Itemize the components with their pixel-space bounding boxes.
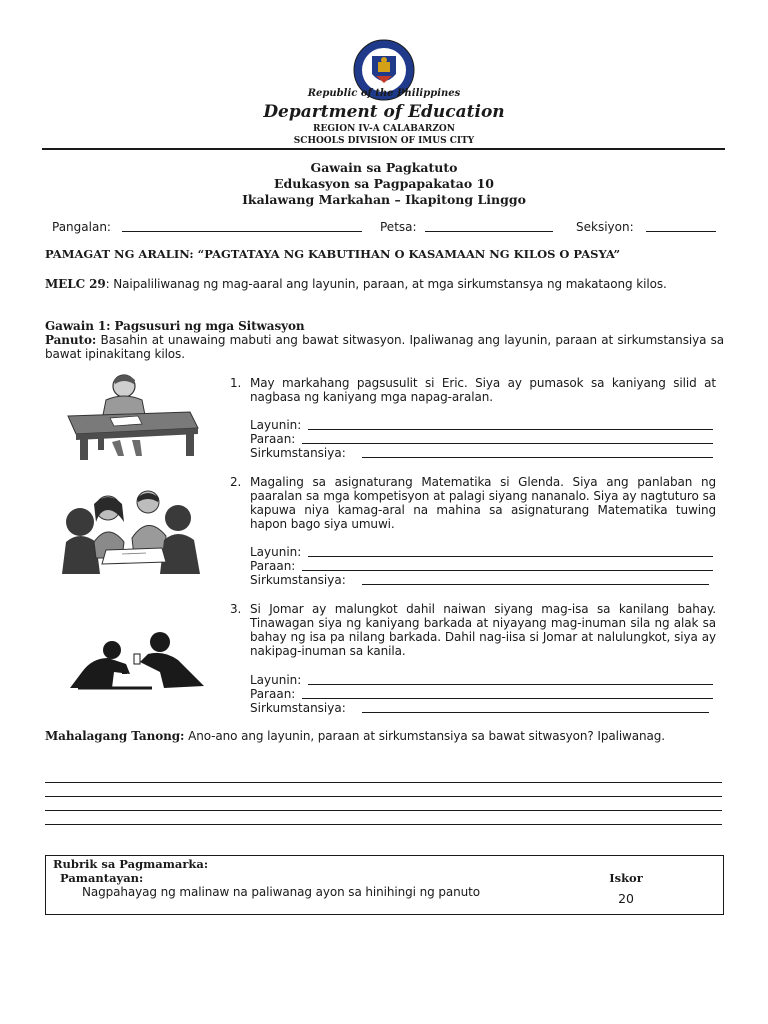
answer-line[interactable] [45, 824, 722, 825]
division-text: SCHOOLS DIVISION OF IMUS CITY [293, 136, 475, 146]
lesson-title [45, 247, 725, 261]
answer-line[interactable] [45, 782, 722, 783]
answer-line[interactable] [45, 796, 722, 797]
paraan-blank[interactable] [302, 698, 713, 699]
situation-2-layunin[interactable] [250, 545, 301, 559]
activity-heading [45, 319, 724, 333]
rubric-score-header: Iskor [609, 871, 643, 885]
title-line-1: Gawain sa Pagkatuto [310, 160, 458, 175]
title-line-3: Ikalawang Markahan – Ikapitong Linggo [242, 192, 526, 207]
situation-2-number: 2. [230, 475, 242, 489]
date-label: Petsa: [380, 220, 417, 234]
panuto-text: Basahin at unawaing mabuti ang bawat sitwasyon. Ipaliwanag ang layunin, paraan at sirkumstansiya sa bawat ipinakitang kilos. [45, 333, 724, 361]
rubric-criteria-cell: Nagpahayag ng malinaw na paliwanag ayon sa hinihingi ng panuto [82, 885, 480, 899]
situation-1-paraan[interactable] [250, 432, 295, 446]
question-text: Ano-ano ang layunin, paraan at sirkumstansiya sa bawat sitwasyon? Ipaliwanag. [184, 729, 666, 743]
essential-question [45, 729, 724, 743]
section-field[interactable] [576, 220, 634, 234]
situation-3-sirkumstansiya[interactable] [250, 701, 346, 715]
drinking-silhouette-image [68, 628, 210, 692]
melc-text: : Naipaliliwanag ng mag-aaral ang layunin, paraan, at mga sirkumstansya ng makataong kilos. [105, 277, 667, 291]
layunin-label: Layunin: [250, 545, 302, 559]
header-divider [42, 148, 725, 150]
melc-paragraph [45, 277, 724, 291]
layunin-label: Layunin: [250, 418, 302, 432]
rubric-score-cell: 20 [618, 891, 634, 906]
republic-text: Republic of the Philippines [307, 88, 461, 99]
answer-line[interactable] [45, 810, 722, 811]
sirkumstansiya-label: Sirkumstansiya: [250, 446, 346, 460]
situation-2-text: Magaling sa asignaturang Matematika si Glenda. Siya ang panlaban ng paaralan sa mga kompetisyon at palagi siyang nananalo. Siya ay nagtuturo sa kapuwa niya kamag-aral na mahina sa asignaturang Matematika tuwing hapon bago siya umuwi. [250, 475, 716, 531]
section-blank[interactable] [646, 231, 716, 232]
date-blank[interactable] [425, 231, 553, 232]
sirkumstansiya-blank[interactable] [362, 584, 709, 585]
question-label: Mahalagang Tanong: [45, 729, 185, 743]
melc-label: MELC 29 [45, 277, 106, 291]
students-tutoring-image [62, 488, 204, 574]
name-blank[interactable] [122, 231, 362, 232]
situation-1-layunin[interactable] [250, 418, 301, 432]
situation-3-number: 3. [230, 602, 242, 616]
situation-2 [230, 475, 716, 531]
rubric-title: Rubrik sa Pagmamarka: [53, 857, 209, 871]
paraan-label: Paraan: [250, 432, 296, 446]
layunin-blank[interactable] [308, 429, 713, 430]
lesson-title-text: “PAGTATAYA NG KABUTIHAN O KASAMAAN NG KILOS O PASYA” [197, 247, 621, 261]
panuto-label: Panuto: [45, 333, 97, 347]
paraan-label: Paraan: [250, 687, 296, 701]
region-text: REGION IV-A CALABARZON [313, 124, 455, 134]
sirkumstansiya-label: Sirkumstansiya: [250, 701, 346, 715]
layunin-label: Layunin: [250, 673, 302, 687]
name-field[interactable] [52, 220, 111, 234]
layunin-blank[interactable] [308, 556, 713, 557]
layunin-blank[interactable] [308, 684, 713, 685]
situation-3-text: Si Jomar ay malungkot dahil naiwan siyang mag-isa sa kanilang bahay. Tinawagan siya ng kaniyang barkada at niyayang mag-inuman sila ng alak sa bahay ng isa pa nilang barkada. Dahil nag-iisa si Jomar at nalulungkot, siya ay nakipag-inuman sa kanila. [250, 602, 716, 658]
situation-1-text: May markahang pagsusulit si Eric. Siya ay pumasok sa kaniyang silid at nagbasa ng kaniyang mga napag-aralan. [250, 376, 716, 404]
activity-label: Gawain 1 [45, 319, 107, 333]
department-text: Department of Education [263, 102, 505, 122]
situation-1-number: 1. [230, 376, 242, 390]
paraan-blank[interactable] [302, 570, 713, 571]
rubric-criteria-header: Pamantayan: [60, 871, 144, 885]
situation-3-paraan[interactable] [250, 687, 295, 701]
section-label: Seksiyon: [576, 220, 634, 234]
situation-3-layunin[interactable] [250, 673, 301, 687]
name-label: Pangalan: [52, 220, 111, 234]
date-field[interactable] [380, 220, 417, 234]
situation-2-paraan[interactable] [250, 559, 295, 573]
title-line-2: Edukasyon sa Pagpapakatao 10 [274, 176, 494, 191]
situation-1 [230, 376, 716, 404]
sirkumstansiya-label: Sirkumstansiya: [250, 573, 346, 587]
lesson-label: PAMAGAT NG ARALIN: [45, 247, 194, 261]
student-reading-image [62, 372, 202, 464]
panuto-paragraph [45, 333, 724, 361]
situation-3 [230, 602, 716, 658]
situation-2-sirkumstansiya[interactable] [250, 573, 346, 587]
rubric-box [45, 855, 724, 915]
sirkumstansiya-blank[interactable] [362, 457, 713, 458]
situation-1-sirkumstansiya[interactable] [250, 446, 346, 460]
paraan-blank[interactable] [302, 443, 713, 444]
paraan-label: Paraan: [250, 559, 296, 573]
sirkumstansiya-blank[interactable] [362, 712, 709, 713]
activity-title: : Pagsusuri ng mga Sitwasyon [106, 319, 305, 333]
